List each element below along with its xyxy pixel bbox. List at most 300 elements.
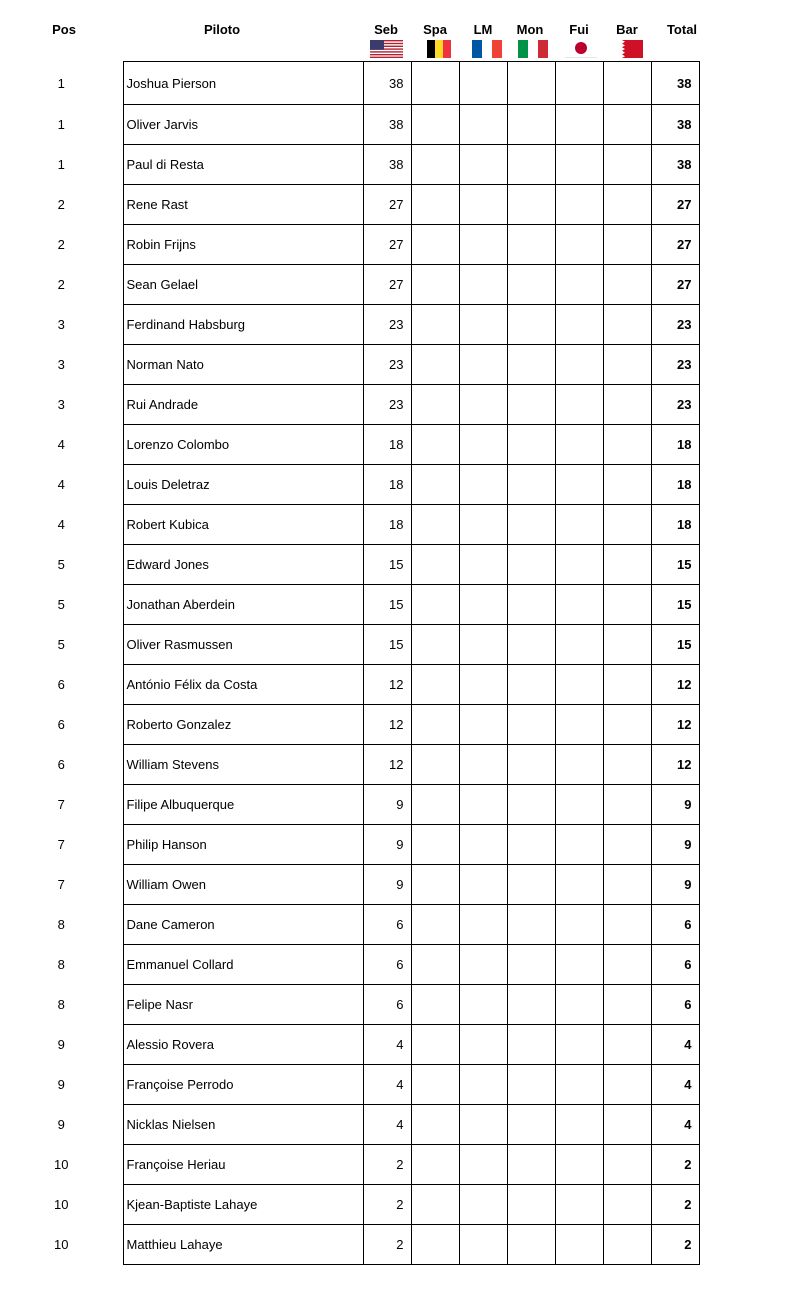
- mon-points-cell: [507, 145, 555, 185]
- mon-points-cell: [507, 62, 555, 105]
- driver-name-cell: Kjean-Baptiste Lahaye: [123, 1185, 363, 1225]
- driver-name-cell: Philip Hanson: [123, 825, 363, 865]
- table-row: [0, 745, 699, 785]
- driver-name-cell: Felipe Nasr: [123, 985, 363, 1025]
- mon-points-cell: [507, 1145, 555, 1185]
- mon-points-cell: [507, 265, 555, 305]
- header-total: Total: [666, 22, 698, 37]
- position-cell: 6: [57, 677, 65, 692]
- bar-points-cell: [603, 505, 651, 545]
- lm-points-cell: [459, 985, 507, 1025]
- bar-points-cell: [603, 625, 651, 665]
- fui-points-cell: [555, 225, 603, 265]
- fui-points-cell: [555, 505, 603, 545]
- total-points-cell: 38: [651, 105, 699, 145]
- lm-points-cell: [459, 545, 507, 585]
- bar-points-cell: [603, 665, 651, 705]
- total-points-cell: 2: [651, 1185, 699, 1225]
- driver-name-cell: Joshua Pierson: [123, 62, 363, 105]
- position-cell: 3: [57, 397, 65, 412]
- lm-points-cell: [459, 425, 507, 465]
- driver-name-cell: Ferdinand Habsburg: [123, 305, 363, 345]
- table-row: [0, 505, 699, 545]
- total-points-cell: 23: [651, 305, 699, 345]
- lm-points-cell: [459, 625, 507, 665]
- total-points-cell: 15: [651, 585, 699, 625]
- bar-points-cell: [603, 545, 651, 585]
- seb-points-cell: 6: [363, 905, 411, 945]
- bar-points-cell: [603, 1105, 651, 1145]
- lm-points-cell: [459, 665, 507, 705]
- bar-points-cell: [603, 705, 651, 745]
- fui-points-cell: [555, 62, 603, 105]
- table-row: [0, 585, 699, 625]
- seb-points-cell: 38: [363, 145, 411, 185]
- fui-points-cell: [555, 825, 603, 865]
- seb-points-cell: 38: [363, 105, 411, 145]
- seb-points-cell: 15: [363, 585, 411, 625]
- driver-name-cell: Sean Gelael: [123, 265, 363, 305]
- seb-points-cell: 6: [363, 985, 411, 1025]
- table-row: [0, 265, 699, 305]
- spa-points-cell: [411, 1105, 459, 1145]
- bahrain-flag-icon: [615, 40, 643, 58]
- driver-name-cell: Alessio Rovera: [123, 1025, 363, 1065]
- bar-points-cell: [603, 1065, 651, 1105]
- lm-points-cell: [459, 225, 507, 265]
- bar-points-cell: [603, 145, 651, 185]
- bar-points-cell: [603, 1025, 651, 1065]
- header-race-bar: Bar: [616, 22, 638, 37]
- spa-points-cell: [411, 345, 459, 385]
- lm-points-cell: [459, 745, 507, 785]
- total-points-cell: 27: [651, 225, 699, 265]
- seb-points-cell: 12: [363, 745, 411, 785]
- bar-points-cell: [603, 465, 651, 505]
- spa-points-cell: [411, 545, 459, 585]
- total-points-cell: 15: [651, 625, 699, 665]
- position-cell: 4: [57, 517, 65, 532]
- seb-points-cell: 27: [363, 225, 411, 265]
- spa-points-cell: [411, 665, 459, 705]
- position-cell: 10: [54, 1197, 69, 1212]
- table-row: [0, 785, 699, 825]
- fui-points-cell: [555, 985, 603, 1025]
- spa-points-cell: [411, 625, 459, 665]
- driver-name-cell: Roberto Gonzalez: [123, 705, 363, 745]
- spa-points-cell: [411, 105, 459, 145]
- position-cell: 2: [57, 237, 65, 252]
- mon-points-cell: [507, 465, 555, 505]
- bar-points-cell: [603, 945, 651, 985]
- bar-points-cell: [603, 105, 651, 145]
- fui-points-cell: [555, 265, 603, 305]
- mon-points-cell: [507, 665, 555, 705]
- seb-points-cell: 18: [363, 425, 411, 465]
- mon-points-cell: [507, 105, 555, 145]
- driver-name-cell: Lorenzo Colombo: [123, 425, 363, 465]
- seb-points-cell: 15: [363, 625, 411, 665]
- driver-name-cell: William Stevens: [123, 745, 363, 785]
- header-race-seb: Seb: [374, 22, 398, 37]
- mon-points-cell: [507, 945, 555, 985]
- table-row: [0, 145, 699, 185]
- seb-points-cell: 18: [363, 465, 411, 505]
- fui-points-cell: [555, 425, 603, 465]
- seb-points-cell: 18: [363, 505, 411, 545]
- driver-name-cell: Oliver Rasmussen: [123, 625, 363, 665]
- position-cell: 6: [57, 717, 65, 732]
- seb-points-cell: 9: [363, 865, 411, 905]
- table-row: [0, 385, 699, 425]
- lm-points-cell: [459, 305, 507, 345]
- standings-body: [0, 62, 699, 1265]
- lm-points-cell: [459, 785, 507, 825]
- lm-points-cell: [459, 1105, 507, 1145]
- total-points-cell: 38: [651, 145, 699, 185]
- spa-points-cell: [411, 865, 459, 905]
- table-row: [0, 465, 699, 505]
- fui-points-cell: [555, 905, 603, 945]
- mon-points-cell: [507, 425, 555, 465]
- fui-points-cell: [555, 1025, 603, 1065]
- position-cell: 10: [54, 1157, 69, 1172]
- position-cell: 9: [57, 1037, 65, 1052]
- bar-points-cell: [603, 185, 651, 225]
- total-points-cell: 2: [651, 1225, 699, 1265]
- total-points-cell: 4: [651, 1105, 699, 1145]
- table-row: [0, 1185, 699, 1225]
- fui-points-cell: [555, 865, 603, 905]
- table-row: [0, 905, 699, 945]
- lm-points-cell: [459, 1145, 507, 1185]
- fui-points-cell: [555, 185, 603, 225]
- bar-points-cell: [603, 1145, 651, 1185]
- total-points-cell: 9: [651, 785, 699, 825]
- total-points-cell: 9: [651, 865, 699, 905]
- total-points-cell: 6: [651, 945, 699, 985]
- belgium-flag-icon: [427, 40, 451, 58]
- fui-points-cell: [555, 385, 603, 425]
- spa-points-cell: [411, 385, 459, 425]
- driver-name-cell: Matthieu Lahaye: [123, 1225, 363, 1265]
- position-cell: 6: [57, 757, 65, 772]
- spa-points-cell: [411, 425, 459, 465]
- seb-points-cell: 4: [363, 1105, 411, 1145]
- total-points-cell: 9: [651, 825, 699, 865]
- position-cell: 5: [57, 557, 65, 572]
- driver-name-cell: Paul di Resta: [123, 145, 363, 185]
- france-flag-icon: [472, 40, 502, 58]
- driver-name-cell: António Félix da Costa: [123, 665, 363, 705]
- mon-points-cell: [507, 585, 555, 625]
- lm-points-cell: [459, 825, 507, 865]
- spa-points-cell: [411, 905, 459, 945]
- spa-points-cell: [411, 465, 459, 505]
- position-cell: 4: [57, 477, 65, 492]
- total-points-cell: 12: [651, 745, 699, 785]
- seb-points-cell: 9: [363, 825, 411, 865]
- driver-name-cell: Emmanuel Collard: [123, 945, 363, 985]
- header-driver: Piloto: [203, 22, 241, 37]
- driver-name-cell: Robert Kubica: [123, 505, 363, 545]
- spa-points-cell: [411, 705, 459, 745]
- fui-points-cell: [555, 465, 603, 505]
- position-cell: 1: [57, 157, 65, 172]
- lm-points-cell: [459, 585, 507, 625]
- total-points-cell: 4: [651, 1065, 699, 1105]
- table-row: [0, 545, 699, 585]
- mon-points-cell: [507, 1185, 555, 1225]
- position-cell: 1: [57, 75, 65, 91]
- spa-points-cell: [411, 1065, 459, 1105]
- bar-points-cell: [603, 1185, 651, 1225]
- driver-name-cell: Dane Cameron: [123, 905, 363, 945]
- position-cell: 10: [54, 1237, 69, 1252]
- lm-points-cell: [459, 1185, 507, 1225]
- table-row: [0, 185, 699, 225]
- bar-points-cell: [603, 1225, 651, 1265]
- bar-points-cell: [603, 385, 651, 425]
- seb-points-cell: 12: [363, 665, 411, 705]
- driver-name-cell: Jonathan Aberdein: [123, 585, 363, 625]
- bar-points-cell: [603, 825, 651, 865]
- driver-name-cell: Rene Rast: [123, 185, 363, 225]
- total-points-cell: 4: [651, 1025, 699, 1065]
- bar-points-cell: [603, 905, 651, 945]
- fui-points-cell: [555, 625, 603, 665]
- fui-points-cell: [555, 1145, 603, 1185]
- total-points-cell: 6: [651, 985, 699, 1025]
- fui-points-cell: [555, 345, 603, 385]
- italy-flag-icon: [518, 40, 548, 58]
- mon-points-cell: [507, 1065, 555, 1105]
- driver-name-cell: Louis Deletraz: [123, 465, 363, 505]
- total-points-cell: 27: [651, 265, 699, 305]
- bar-points-cell: [603, 425, 651, 465]
- bar-points-cell: [603, 225, 651, 265]
- spa-points-cell: [411, 1025, 459, 1065]
- table-row: [0, 665, 699, 705]
- mon-points-cell: [507, 305, 555, 345]
- total-points-cell: 15: [651, 545, 699, 585]
- total-points-cell: 12: [651, 665, 699, 705]
- driver-name-cell: Filipe Albuquerque: [123, 785, 363, 825]
- driver-name-cell: Nicklas Nielsen: [123, 1105, 363, 1145]
- seb-points-cell: 6: [363, 945, 411, 985]
- total-points-cell: 12: [651, 705, 699, 745]
- driver-name-cell: Rui Andrade: [123, 385, 363, 425]
- position-cell: 3: [57, 357, 65, 372]
- total-points-cell: 27: [651, 185, 699, 225]
- mon-points-cell: [507, 1225, 555, 1265]
- mon-points-cell: [507, 865, 555, 905]
- driver-name-cell: Françoise Perrodo: [123, 1065, 363, 1105]
- bar-points-cell: [603, 745, 651, 785]
- japan-flag-icon: [565, 40, 597, 58]
- total-points-cell: 38: [651, 62, 699, 105]
- driver-name-cell: Edward Jones: [123, 545, 363, 585]
- fui-points-cell: [555, 545, 603, 585]
- bar-points-cell: [603, 345, 651, 385]
- seb-points-cell: 23: [363, 385, 411, 425]
- fui-points-cell: [555, 1185, 603, 1225]
- driver-name-cell: Françoise Heriau: [123, 1145, 363, 1185]
- table-row: [0, 105, 699, 145]
- bar-points-cell: [603, 865, 651, 905]
- seb-points-cell: 2: [363, 1225, 411, 1265]
- lm-points-cell: [459, 1225, 507, 1265]
- table-row: [0, 945, 699, 985]
- seb-points-cell: 38: [363, 62, 411, 105]
- spa-points-cell: [411, 505, 459, 545]
- spa-points-cell: [411, 1225, 459, 1265]
- mon-points-cell: [507, 625, 555, 665]
- mon-points-cell: [507, 825, 555, 865]
- fui-points-cell: [555, 665, 603, 705]
- table-row: [0, 625, 699, 665]
- mon-points-cell: [507, 745, 555, 785]
- table-row: [0, 825, 699, 865]
- position-cell: 1: [57, 117, 65, 132]
- spa-points-cell: [411, 825, 459, 865]
- lm-points-cell: [459, 705, 507, 745]
- table-row: [0, 1225, 699, 1265]
- position-cell: 5: [57, 637, 65, 652]
- total-points-cell: 18: [651, 505, 699, 545]
- bar-points-cell: [603, 265, 651, 305]
- table-row: [0, 345, 699, 385]
- header-race-mon: Mon: [516, 22, 544, 37]
- lm-points-cell: [459, 345, 507, 385]
- table-row: [0, 865, 699, 905]
- position-cell: 9: [57, 1077, 65, 1092]
- table-row: [0, 1105, 699, 1145]
- fui-points-cell: [555, 145, 603, 185]
- lm-points-cell: [459, 265, 507, 305]
- lm-points-cell: [459, 62, 507, 105]
- fui-points-cell: [555, 105, 603, 145]
- spa-points-cell: [411, 785, 459, 825]
- spa-points-cell: [411, 265, 459, 305]
- mon-points-cell: [507, 385, 555, 425]
- spa-points-cell: [411, 1145, 459, 1185]
- bar-points-cell: [603, 785, 651, 825]
- fui-points-cell: [555, 1105, 603, 1145]
- spa-points-cell: [411, 985, 459, 1025]
- table-row: [0, 225, 699, 265]
- mon-points-cell: [507, 705, 555, 745]
- seb-points-cell: 15: [363, 545, 411, 585]
- spa-points-cell: [411, 945, 459, 985]
- bar-points-cell: [603, 305, 651, 345]
- table-row: [0, 1145, 699, 1185]
- table-row: [0, 62, 699, 105]
- position-cell: 5: [57, 597, 65, 612]
- lm-points-cell: [459, 905, 507, 945]
- spa-points-cell: [411, 225, 459, 265]
- total-points-cell: 6: [651, 905, 699, 945]
- position-cell: 2: [57, 277, 65, 292]
- seb-points-cell: 23: [363, 345, 411, 385]
- seb-points-cell: 2: [363, 1185, 411, 1225]
- driver-name-cell: Robin Frijns: [123, 225, 363, 265]
- mon-points-cell: [507, 545, 555, 585]
- table-row: [0, 425, 699, 465]
- seb-points-cell: 27: [363, 265, 411, 305]
- spa-points-cell: [411, 305, 459, 345]
- mon-points-cell: [507, 1105, 555, 1145]
- header-pos: Pos: [52, 22, 76, 37]
- fui-points-cell: [555, 305, 603, 345]
- spa-points-cell: [411, 1185, 459, 1225]
- standings-table: [0, 61, 700, 1265]
- position-cell: 9: [57, 1117, 65, 1132]
- table-row: [0, 1025, 699, 1065]
- position-cell: 8: [57, 997, 65, 1012]
- fui-points-cell: [555, 705, 603, 745]
- seb-points-cell: 4: [363, 1025, 411, 1065]
- mon-points-cell: [507, 505, 555, 545]
- position-cell: 7: [57, 797, 65, 812]
- table-row: [0, 1065, 699, 1105]
- lm-points-cell: [459, 1065, 507, 1105]
- mon-points-cell: [507, 225, 555, 265]
- position-cell: 7: [57, 837, 65, 852]
- total-points-cell: 23: [651, 385, 699, 425]
- mon-points-cell: [507, 785, 555, 825]
- usa-flag-icon: [370, 40, 403, 58]
- table-row: [0, 985, 699, 1025]
- seb-points-cell: 27: [363, 185, 411, 225]
- table-row: [0, 305, 699, 345]
- seb-points-cell: 23: [363, 305, 411, 345]
- lm-points-cell: [459, 105, 507, 145]
- position-cell: 4: [57, 437, 65, 452]
- fui-points-cell: [555, 585, 603, 625]
- lm-points-cell: [459, 1025, 507, 1065]
- spa-points-cell: [411, 185, 459, 225]
- mon-points-cell: [507, 1025, 555, 1065]
- seb-points-cell: 2: [363, 1145, 411, 1185]
- driver-name-cell: William Owen: [123, 865, 363, 905]
- fui-points-cell: [555, 1065, 603, 1105]
- header-race-lm: LM: [473, 22, 493, 37]
- total-points-cell: 18: [651, 465, 699, 505]
- position-cell: 7: [57, 877, 65, 892]
- driver-name-cell: Oliver Jarvis: [123, 105, 363, 145]
- seb-points-cell: 9: [363, 785, 411, 825]
- spa-points-cell: [411, 145, 459, 185]
- table-row: [0, 705, 699, 745]
- fui-points-cell: [555, 945, 603, 985]
- spa-points-cell: [411, 62, 459, 105]
- mon-points-cell: [507, 905, 555, 945]
- bar-points-cell: [603, 585, 651, 625]
- fui-points-cell: [555, 785, 603, 825]
- total-points-cell: 2: [651, 1145, 699, 1185]
- mon-points-cell: [507, 985, 555, 1025]
- lm-points-cell: [459, 505, 507, 545]
- fui-points-cell: [555, 1225, 603, 1265]
- seb-points-cell: 4: [363, 1065, 411, 1105]
- lm-points-cell: [459, 865, 507, 905]
- driver-name-cell: Norman Nato: [123, 345, 363, 385]
- position-cell: 8: [57, 917, 65, 932]
- lm-points-cell: [459, 145, 507, 185]
- header-race-spa: Spa: [423, 22, 447, 37]
- lm-points-cell: [459, 465, 507, 505]
